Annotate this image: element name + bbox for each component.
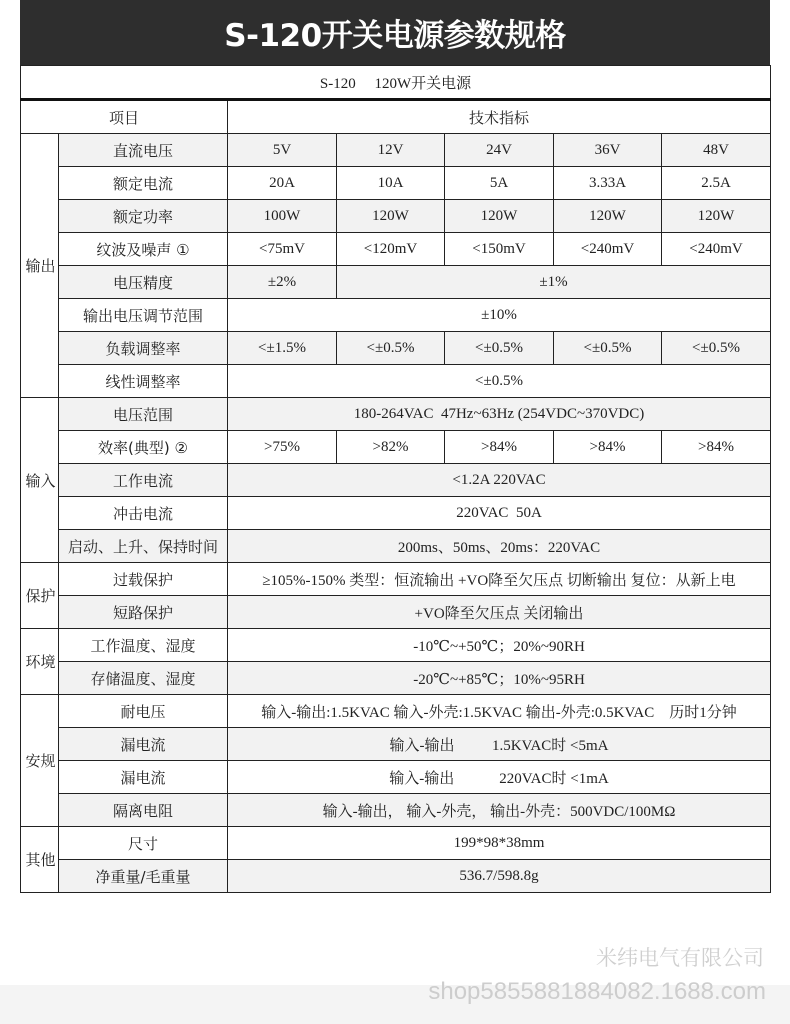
table-row — [21, 167, 771, 200]
value-cell: 2.5A — [662, 167, 771, 200]
row-label: 纹波及噪声 ① — [59, 233, 228, 266]
value-cell: >84% — [662, 431, 771, 464]
value-cell: ±1% — [337, 266, 771, 299]
table-row — [21, 563, 771, 596]
table-row — [21, 134, 771, 167]
value-cell: 输入-输出 220VAC时 <1mA — [228, 761, 771, 794]
watermark-shop: shop5855881884082.1688.com — [428, 978, 766, 1005]
watermark-company: 米纬电气有限公司 — [596, 946, 764, 970]
value-cell: <±0.5% — [337, 332, 445, 365]
value-cell: >75% — [228, 431, 337, 464]
value-cell: 120W — [445, 200, 554, 233]
row-label: 输出电压调节范围 — [59, 299, 228, 332]
value-cell: 12V — [337, 134, 445, 167]
value-cell: 120W — [662, 200, 771, 233]
table-row — [21, 629, 771, 662]
row-label: 启动、上升、保持时间 — [59, 530, 228, 563]
row-label: 工作温度、湿度 — [59, 629, 228, 662]
group-label: 输入 — [21, 398, 59, 563]
group-label: 其他 — [21, 827, 59, 893]
value-cell: 536.7/598.8g — [228, 860, 771, 893]
table-row — [21, 695, 771, 728]
table-row — [21, 662, 771, 695]
row-label: 额定电流 — [59, 167, 228, 200]
table-row — [21, 365, 771, 398]
table-row — [21, 761, 771, 794]
value-cell: ≥105%-150% 类型：恒流输出 +VO降至欠压点 切断输出 复位：从新上电 — [228, 563, 771, 596]
row-label: 线性调整率 — [59, 365, 228, 398]
table-row — [21, 827, 771, 860]
row-label: 耐电压 — [59, 695, 228, 728]
value-cell: ±10% — [228, 299, 771, 332]
group-label: 输出 — [21, 134, 59, 398]
row-label: 存储温度、湿度 — [59, 662, 228, 695]
row-label: 冲击电流 — [59, 497, 228, 530]
table-row — [21, 860, 771, 893]
value-cell: <1.2A 220VAC — [228, 464, 771, 497]
value-cell: 20A — [228, 167, 337, 200]
value-cell: <±1.5% — [228, 332, 337, 365]
value-cell: 199*98*38mm — [228, 827, 771, 860]
value-cell: 3.33A — [554, 167, 662, 200]
value-cell: <240mV — [662, 233, 771, 266]
value-cell: >84% — [445, 431, 554, 464]
value-cell: 48V — [662, 134, 771, 167]
value-cell: >82% — [337, 431, 445, 464]
value-cell: <120mV — [337, 233, 445, 266]
value-cell: 200ms、50ms、20ms：220VAC — [228, 530, 771, 563]
value-cell: 5A — [445, 167, 554, 200]
row-label: 额定功率 — [59, 200, 228, 233]
row-label: 负载调整率 — [59, 332, 228, 365]
table-row — [21, 266, 771, 299]
value-cell: ±2% — [228, 266, 337, 299]
row-label: 电压精度 — [59, 266, 228, 299]
value-cell: <±0.5% — [662, 332, 771, 365]
row-label: 短路保护 — [59, 596, 228, 629]
table-row — [21, 200, 771, 233]
row-label: 净重量/毛重量 — [59, 860, 228, 893]
value-cell: 120W — [554, 200, 662, 233]
table-row — [21, 728, 771, 761]
value-cell: <±0.5% — [445, 332, 554, 365]
value-cell: 220VAC 50A — [228, 497, 771, 530]
header-item: 项目 — [21, 100, 228, 134]
group-label: 环境 — [21, 629, 59, 695]
table-row — [21, 497, 771, 530]
row-label: 直流电压 — [59, 134, 228, 167]
table-row — [21, 398, 771, 431]
group-label: 安规 — [21, 695, 59, 827]
table-row — [21, 596, 771, 629]
row-label: 电压范围 — [59, 398, 228, 431]
value-cell: 24V — [445, 134, 554, 167]
header-spec: 技术指标 — [228, 100, 771, 134]
spec-table — [20, 65, 771, 893]
value-cell: <±0.5% — [228, 365, 771, 398]
value-cell: 36V — [554, 134, 662, 167]
group-label: 保护 — [21, 563, 59, 629]
row-label: 过载保护 — [59, 563, 228, 596]
value-cell: -10℃~+50℃；20%~90RH — [228, 629, 771, 662]
row-label: 尺寸 — [59, 827, 228, 860]
value-cell: 100W — [228, 200, 337, 233]
value-cell: <240mV — [554, 233, 662, 266]
value-cell: -20℃~+85℃；10%~95RH — [228, 662, 771, 695]
table-subtitle: S-120 120W开关电源 — [21, 66, 771, 100]
value-cell: 120W — [337, 200, 445, 233]
table-row — [21, 794, 771, 827]
page-title: S-120开关电源参数规格 — [20, 0, 770, 65]
value-cell: 输入-输出:1.5KVAC 输入-外壳:1.5KVAC 输出-外壳:0.5KVAC 历时1分钟 — [228, 695, 771, 728]
subtitle-row — [21, 66, 771, 100]
value-cell: 5V — [228, 134, 337, 167]
value-cell: 输入-输出， 输入-外壳， 输出-外壳：500VDC/100MΩ — [228, 794, 771, 827]
table-row — [21, 299, 771, 332]
row-label: 漏电流 — [59, 761, 228, 794]
value-cell: 180-264VAC 47Hz~63Hz (254VDC~370VDC) — [228, 398, 771, 431]
value-cell: <75mV — [228, 233, 337, 266]
header-row — [21, 100, 771, 134]
table-row — [21, 233, 771, 266]
value-cell: +VO降至欠压点 关闭输出 — [228, 596, 771, 629]
table-row — [21, 464, 771, 497]
table-row — [21, 332, 771, 365]
table-row — [21, 530, 771, 563]
row-label: 工作电流 — [59, 464, 228, 497]
value-cell: 输入-输出 1.5KVAC时 <5mA — [228, 728, 771, 761]
row-label: 隔离电阻 — [59, 794, 228, 827]
row-label: 效率(典型) ② — [59, 431, 228, 464]
value-cell: 10A — [337, 167, 445, 200]
value-cell: <±0.5% — [554, 332, 662, 365]
table-row — [21, 431, 771, 464]
value-cell: <150mV — [445, 233, 554, 266]
value-cell: >84% — [554, 431, 662, 464]
row-label: 漏电流 — [59, 728, 228, 761]
